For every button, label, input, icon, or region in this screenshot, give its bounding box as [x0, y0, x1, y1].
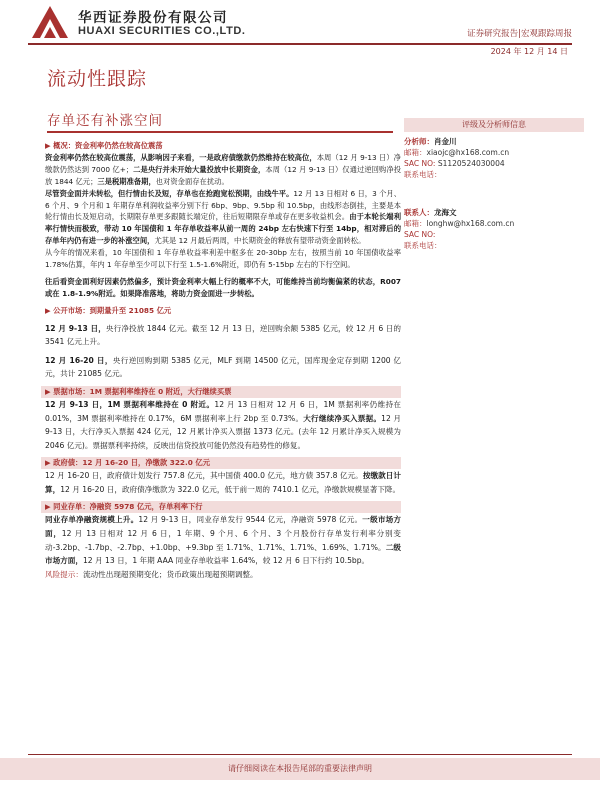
document-type: 证券研究报告|宏观跟踪周报 [467, 29, 572, 39]
analyst-1-phone-label: 联系电话： [404, 170, 442, 179]
overview-paragraph-2: 尽管资金面并未转松，但行情由长及短，存单也在抢跑宽松预期，由线牛平。12 月 13 日相对 6 日，3 个月、6 个月、9 个月和 1 年期存单利润收益率分别下行 6bp、9bp、9.5bp 和 10.5bp，由线形态倒挂，主要是本轮行情由长及短启动，长期限存单更多跟随长端定价，往后短期限存单或存在更多收益机会。由于本轮长端利率行情快而极致，带动 10 年国债和 1 年存单收益率从前一周的 24bp 左右快速下行至 14bp，相对滞后的存单年内仍有进一步的补涨空间，尤其是 12 月最后两周，中长期资金的释放有望带动资金面转松。 [45, 188, 401, 246]
analyst-1-sac-row [404, 158, 584, 169]
analyst-2-email-label: 邮箱： [404, 219, 427, 228]
section-open-market-heading: ▶ 公开市场：到期量升至 21085 亿元 [45, 305, 172, 315]
analyst-1-label: 分析师： [404, 137, 434, 146]
overview-paragraph-1: 资金利率仍然在较高位震荡，从影响因子来看，一是政府债缴款仍然维持在较高位，本周（12 月 9-13 日）净缴款仍然达到 7000 亿+；二是央行并未开始大量投放中长期资金，本周（12 月 9-13 日）仅通过逆回购净投放 1844 亿元；三是税期准备期，也对资金面存在扰动。 [45, 152, 402, 186]
analyst-2-phone-row [404, 240, 584, 251]
overview-paragraph-4: 往后看资金面利好因素仍然偏多，预计资金利率大幅上行的概率不大，可能维持当前均衡偏紧的状态，R007 或在 1.8-1.9%附近。如果降准落地，将助力资金面进一步转松。 [45, 276, 401, 298]
analyst-1-sac-label: SAC NO: [404, 159, 436, 168]
section-overview-heading: ▶ 概况：资金利率仍然在较高位震荡 [45, 141, 163, 150]
analyst-panel [404, 136, 584, 251]
section-gov-bonds-heading: ▶ 政府债：12 月 16-20 日，净缴款 322.0 亿元 [41, 457, 401, 469]
report-body [45, 140, 401, 581]
analyst-2-sac-row [404, 229, 584, 240]
analyst-2-email-row [404, 218, 584, 229]
analyst-panel-heading: 评级及分析师信息 [404, 118, 584, 132]
analyst-2-email[interactable]: longhw@hx168.com.cn [426, 219, 515, 228]
section-ncd-heading: ▶ 同业存单：净融资 5978 亿元，存单利率下行 [41, 501, 401, 513]
analyst-2-name-row [404, 207, 584, 218]
analyst-1-sac: S1120524030004 [437, 159, 505, 168]
section-bill-market-heading: ▶ 票据市场：1M 票据利率维持在 0 附近，大行继续买票 [41, 386, 401, 398]
open-market-line-2: 12 月 16-20 日，央行逆回购到期 5385 亿元，MLF 到期 14500 亿元，国库现金定存到期 1200 亿元，共计 21085 亿元。 [45, 355, 401, 379]
subtitle-divider [47, 131, 393, 133]
analyst-2-phone-label: 联系电话： [404, 241, 442, 250]
open-market-line-1: 12 月 9-13 日，央行净投放 1844 亿元。截至 12 月 13 日，逆回购余额 5385 亿元，较 12 月 6 日的 3541 亿元上升。 [45, 323, 401, 347]
analyst-1-phone-row [404, 169, 584, 180]
overview-paragraph-3: 从今年的情况来看，10 年国债和 1 年存单收益率利差中枢多在 20-30bp 左右，按照当前 10 年国债收益率 1.78%估算，年内 1 年存单至少可以下行至 1.5-1.6%附近，即仍有 5-15bp 左右的下行空间。 [45, 248, 401, 270]
analyst-1-name: 肖金川 [434, 137, 457, 146]
huaxi-logo-icon [30, 4, 70, 40]
analyst-1-email[interactable]: xiaojc@hx168.com.cn [426, 148, 510, 157]
analyst-2-sac-label: SAC NO: [404, 230, 436, 239]
header-divider [28, 43, 572, 45]
analyst-1-email-row [404, 147, 584, 158]
footer-divider [28, 754, 572, 755]
bill-market-paragraph: 12 月 9-13 日，1M 票据利率维持在 0 附近。12 月 13 日相对 12 月 6 日，1M 票据利率仍维持在 0.01%，3M 票据利率维持在 0.17%，6M 票据利率上行 2bp 至 0.73%。大行继续净买入票据。12 月 9-13 日，大行净买入票据 424 亿元，12 月累计净买入票据 1373 亿元。(去年 12 月累计净买入规模为 2046 亿元)。票据票利率持续，反映出信贷投放可能仍然没有趋势性的修复。 [45, 399, 402, 450]
analyst-1-email-label: 邮箱： [404, 148, 427, 157]
company-name-en: HUAXI SECURITIES CO.,LTD. [78, 25, 246, 37]
company-name-cn: 华西证券股份有限公司 [78, 10, 228, 26]
analyst-1-name-row [404, 136, 584, 147]
report-date: 2024 年 12 月 14 日 [490, 47, 568, 56]
analyst-2-name: 龙海文 [434, 208, 457, 217]
analyst-2-label: 联系人： [404, 208, 434, 217]
gov-bonds-paragraph: 12 月 16-20 日，政府债计划发行 757.8 亿元，其中国债 400.0 亿元，地方债 357.8 亿元。按缴款日计算，12 月 16-20 日，政府债净缴款为 322.0 亿元，低于前一周的 7410.1 亿元，净缴款规模显著下降。 [45, 471, 402, 494]
report-subtitle: 存单还有补涨空间 [47, 113, 163, 129]
legal-notice: 请仔细阅读在本报告尾部的重要法律声明 [228, 764, 372, 773]
report-title: 流动性跟踪 [47, 68, 148, 90]
risk-warning: 风险提示：流动性出现超预期变化；货币政策出现超预期调整。 [45, 569, 258, 579]
ncd-paragraph: 同业存单净融资规模上升。12 月 9-13 日，同业存单发行 9544 亿元，净融资 5978 亿元。一级市场方面，12 月 13 日相对 12 月 6 日，1 年期、9 个月、6 个月、3 个月股份行存单发行利率分别变动-3.2bp、-1.7bp、-2.7bp、+1.0bp、+9.3bp 至 1.71%、1.71%、1.71%、1.69%、1.71%。二级市场方面，12 月 13 日，1 年期 AAA 同业存单收益率 1.64%，较 12 月 6 日下行约 10.5bp。 [45, 515, 402, 566]
